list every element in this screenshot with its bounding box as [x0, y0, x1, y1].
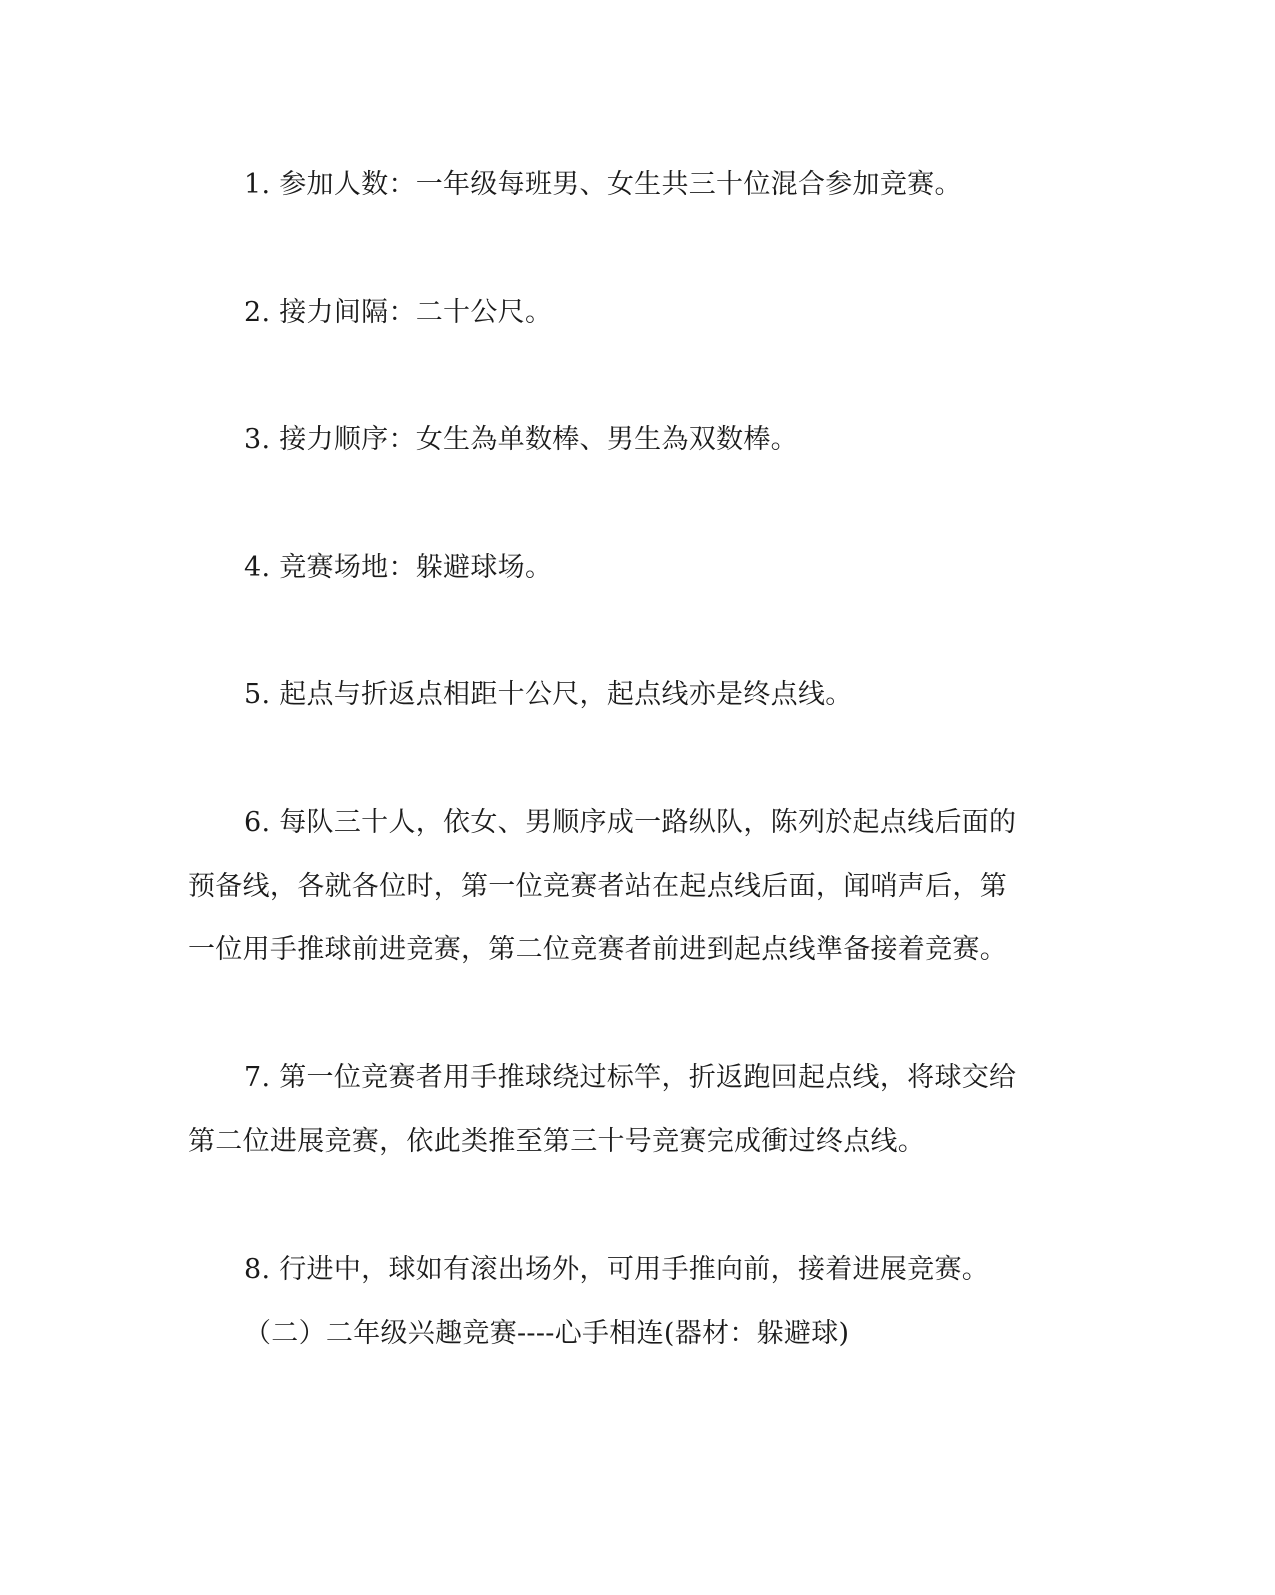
- rule-item-4: 4. 竞赛场地：躲避球场。: [244, 552, 553, 583]
- rule-item-8: 8. 行进中，球如有滚出场外，可用手推向前，接着进展竞赛。: [244, 1254, 990, 1285]
- rule-item-6-line-3: 一位用手推球前进竞赛，第二位竞赛者前进到起点线準备接着竞赛。: [188, 934, 1007, 965]
- rule-item-6-line-2: 预备线，各就各位时，第一位竞赛者站在起点线后面，闻哨声后，第: [188, 871, 1007, 902]
- rule-item-5: 5. 起点与折返点相距十公尺，起点线亦是终点线。: [244, 679, 853, 710]
- rule-item-6-line-1: 6. 每队三十人，依女、男顺序成一路纵队，陈列於起点线后面的: [244, 807, 1017, 838]
- rule-item-7-line-1: 7. 第一位竞赛者用手推球绕过标竿，折返跑回起点线，将球交给: [244, 1062, 1017, 1093]
- rule-item-7-line-2: 第二位进展竞赛，依此类推至第三十号竞赛完成衝过终点线。: [188, 1126, 926, 1157]
- rule-item-1: 1. 参加人数：一年级每班男、女生共三十位混合参加竞赛。: [244, 169, 962, 200]
- rule-item-3: 3. 接力顺序：女生為单数棒、男生為双数棒。: [244, 424, 798, 455]
- section-heading: （二）二年级兴趣竞赛----心手相连(器材：躲避球): [244, 1318, 850, 1349]
- rule-item-2: 2. 接力间隔：二十公尺。: [244, 297, 553, 328]
